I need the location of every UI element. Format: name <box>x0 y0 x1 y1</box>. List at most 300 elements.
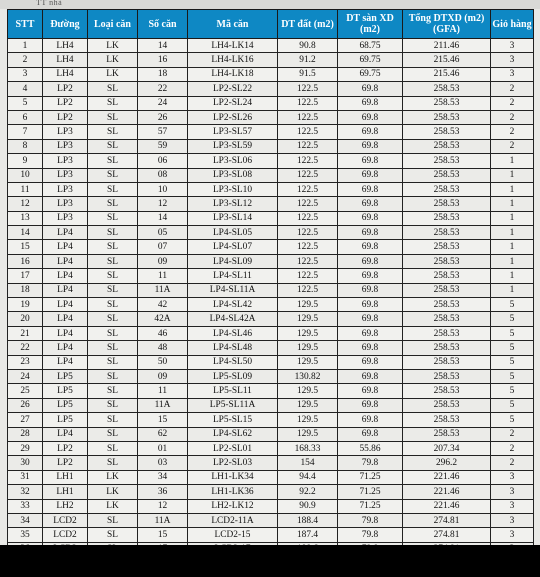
cell-duong: LP4 <box>43 254 88 268</box>
cell-so-can: 10 <box>138 182 188 196</box>
cell-gio-hang: 1 <box>491 168 534 182</box>
table-row <box>8 211 534 225</box>
cell-stt: 26 <box>8 398 43 412</box>
cell-ma-can: LP3-SL59 <box>188 139 278 153</box>
cell-gio-hang: 5 <box>491 384 534 398</box>
cell-so-can: 14 <box>138 39 188 53</box>
cell-gio-hang: 1 <box>491 211 534 225</box>
cell-dt-san-xd: 69.8 <box>338 369 403 383</box>
cell-dt-dat: 122.5 <box>278 125 338 139</box>
cell-loai-can: SL <box>88 312 138 326</box>
cell-tong-dtxd: 258.53 <box>403 341 491 355</box>
cell-ma-can: LP3-SL06 <box>188 154 278 168</box>
cell-stt: 18 <box>8 283 43 297</box>
header-so-can: Số căn <box>138 10 188 39</box>
cell-so-can: 34 <box>138 470 188 484</box>
cell-dt-dat: 129.5 <box>278 398 338 412</box>
cell-dt-dat: 129.5 <box>278 326 338 340</box>
cell-loai-can: SL <box>88 211 138 225</box>
cell-dt-san-xd: 68.75 <box>338 39 403 53</box>
cell-gio-hang: 3 <box>491 53 534 67</box>
table-row <box>8 154 534 168</box>
table-row <box>8 485 534 499</box>
cell-duong: LP4 <box>43 283 88 297</box>
cell-duong: LP4 <box>43 312 88 326</box>
cell-so-can: 06 <box>138 154 188 168</box>
cell-dt-san-xd: 71.25 <box>338 499 403 513</box>
cell-duong: LP4 <box>43 226 88 240</box>
cell-gio-hang: 2 <box>491 456 534 470</box>
cell-duong: LP2 <box>43 96 88 110</box>
cell-ma-can: LP5-SL11A <box>188 398 278 412</box>
cell-dt-dat: 91.5 <box>278 67 338 81</box>
cell-duong: LP2 <box>43 441 88 455</box>
cell-dt-san-xd: 69.8 <box>338 168 403 182</box>
cell-dt-dat: 122.5 <box>278 139 338 153</box>
table-row <box>8 96 534 110</box>
cell-dt-san-xd: 69.8 <box>338 254 403 268</box>
cell-tong-dtxd: 258.53 <box>403 326 491 340</box>
cell-dt-san-xd: 69.8 <box>338 326 403 340</box>
table-row <box>8 283 534 297</box>
cell-dt-dat: 129.5 <box>278 413 338 427</box>
top-strip <box>0 0 540 9</box>
table-row <box>8 168 534 182</box>
cell-dt-dat: 90.9 <box>278 499 338 513</box>
cell-stt: 9 <box>8 154 43 168</box>
cell-dt-dat: 188.4 <box>278 513 338 527</box>
cell-so-can: 24 <box>138 96 188 110</box>
cell-dt-san-xd: 79.8 <box>338 528 403 542</box>
cell-tong-dtxd: 274.81 <box>403 528 491 542</box>
table-row <box>8 499 534 513</box>
cell-so-can: 12 <box>138 499 188 513</box>
cell-so-can: 18 <box>138 67 188 81</box>
cell-gio-hang: 1 <box>491 269 534 283</box>
cell-gio-hang: 5 <box>491 369 534 383</box>
cell-gio-hang: 5 <box>491 355 534 369</box>
cell-stt: 35 <box>8 528 43 542</box>
cell-so-can: 09 <box>138 254 188 268</box>
cell-gio-hang: 3 <box>491 67 534 81</box>
cell-ma-can: LCD2-15 <box>188 528 278 542</box>
cell-ma-can: LP4-SL11 <box>188 269 278 283</box>
cell-ma-can: LH1-LK34 <box>188 470 278 484</box>
header-stt: STT <box>8 10 43 39</box>
cell-tong-dtxd: 258.53 <box>403 298 491 312</box>
cell-so-can: 42 <box>138 298 188 312</box>
table-row <box>8 441 534 455</box>
cell-stt: 23 <box>8 355 43 369</box>
cell-tong-dtxd: 258.53 <box>403 254 491 268</box>
cell-tong-dtxd: 258.53 <box>403 96 491 110</box>
cell-dt-san-xd: 55.86 <box>338 441 403 455</box>
cell-stt: 14 <box>8 226 43 240</box>
cell-tong-dtxd: 258.53 <box>403 384 491 398</box>
cell-dt-dat: 129.5 <box>278 312 338 326</box>
cell-stt: 10 <box>8 168 43 182</box>
cell-so-can: 11A <box>138 283 188 297</box>
cell-gio-hang: 5 <box>491 398 534 412</box>
cell-dt-dat: 129.5 <box>278 355 338 369</box>
cell-tong-dtxd: 258.53 <box>403 211 491 225</box>
cell-ma-can: LP5-SL11 <box>188 384 278 398</box>
cell-duong: LP4 <box>43 269 88 283</box>
cell-loai-can: LK <box>88 485 138 499</box>
cell-duong: LH2 <box>43 499 88 513</box>
cell-loai-can: LK <box>88 499 138 513</box>
cell-duong: LP4 <box>43 341 88 355</box>
cell-stt: 8 <box>8 139 43 153</box>
table-row <box>8 398 534 412</box>
cell-ma-can: LP3-SL10 <box>188 182 278 196</box>
cell-ma-can: LP4-SL42 <box>188 298 278 312</box>
cell-ma-can: LH4-LK16 <box>188 53 278 67</box>
table-row <box>8 182 534 196</box>
cell-loai-can: SL <box>88 398 138 412</box>
cell-loai-can: SL <box>88 456 138 470</box>
cell-ma-can: LP5-SL15 <box>188 413 278 427</box>
cell-so-can: 62 <box>138 427 188 441</box>
cell-so-can: 07 <box>138 240 188 254</box>
cell-loai-can: SL <box>88 413 138 427</box>
cell-dt-san-xd: 71.25 <box>338 485 403 499</box>
header-row <box>8 10 534 39</box>
table-row <box>8 254 534 268</box>
cell-gio-hang: 1 <box>491 240 534 254</box>
cell-loai-can: SL <box>88 197 138 211</box>
cell-loai-can: SL <box>88 369 138 383</box>
cell-dt-san-xd: 69.8 <box>338 125 403 139</box>
cell-duong: LH4 <box>43 67 88 81</box>
cell-loai-can: SL <box>88 427 138 441</box>
cell-dt-san-xd: 69.8 <box>338 82 403 96</box>
cell-duong: LP5 <box>43 413 88 427</box>
cell-gio-hang: 3 <box>491 39 534 53</box>
cell-ma-can: LP4-SL09 <box>188 254 278 268</box>
cell-ma-can: LCD2-11A <box>188 513 278 527</box>
cell-duong: LP3 <box>43 182 88 196</box>
table-row <box>8 197 534 211</box>
table-body <box>8 39 534 557</box>
cell-duong: LP5 <box>43 369 88 383</box>
cell-dt-san-xd: 79.8 <box>338 456 403 470</box>
cell-duong: LP2 <box>43 82 88 96</box>
cell-dt-san-xd: 69.8 <box>338 355 403 369</box>
cell-dt-san-xd: 69.75 <box>338 67 403 81</box>
cell-dt-dat: 92.2 <box>278 485 338 499</box>
cell-stt: 5 <box>8 96 43 110</box>
cell-tong-dtxd: 258.53 <box>403 182 491 196</box>
cell-dt-san-xd: 69.8 <box>338 240 403 254</box>
bottom-bar <box>0 545 540 577</box>
cell-dt-san-xd: 69.8 <box>338 226 403 240</box>
cell-so-can: 50 <box>138 355 188 369</box>
cell-loai-can: SL <box>88 283 138 297</box>
table-row <box>8 226 534 240</box>
cell-gio-hang: 2 <box>491 125 534 139</box>
cell-dt-san-xd: 69.8 <box>338 110 403 124</box>
cell-tong-dtxd: 258.53 <box>403 226 491 240</box>
cell-dt-dat: 90.8 <box>278 39 338 53</box>
cell-gio-hang: 1 <box>491 154 534 168</box>
cell-tong-dtxd: 211.46 <box>403 39 491 53</box>
cell-tong-dtxd: 215.46 <box>403 53 491 67</box>
cell-stt: 20 <box>8 312 43 326</box>
cell-gio-hang: 3 <box>491 528 534 542</box>
cell-ma-can: LP5-SL09 <box>188 369 278 383</box>
table-row <box>8 82 534 96</box>
cell-stt: 17 <box>8 269 43 283</box>
cell-dt-dat: 129.5 <box>278 384 338 398</box>
cell-tong-dtxd: 207.34 <box>403 441 491 455</box>
cell-dt-san-xd: 69.8 <box>338 182 403 196</box>
cell-tong-dtxd: 258.53 <box>403 355 491 369</box>
header-dt-san-xd: DT sàn XD (m2) <box>338 10 403 39</box>
cell-loai-can: SL <box>88 341 138 355</box>
cell-tong-dtxd: 258.53 <box>403 110 491 124</box>
cell-dt-san-xd: 69.8 <box>338 398 403 412</box>
cell-stt: 4 <box>8 82 43 96</box>
header-tong-dtxd: Tổng DTXD (m2) (GFA) <box>403 10 491 39</box>
cell-dt-dat: 129.5 <box>278 298 338 312</box>
cell-duong: LCD2 <box>43 513 88 527</box>
cell-loai-can: SL <box>88 110 138 124</box>
cell-tong-dtxd: 221.46 <box>403 470 491 484</box>
cell-dt-san-xd: 69.8 <box>338 269 403 283</box>
cell-ma-can: LH4-LK18 <box>188 67 278 81</box>
cell-ma-can: LP2-SL26 <box>188 110 278 124</box>
cell-stt: 15 <box>8 240 43 254</box>
cell-stt: 27 <box>8 413 43 427</box>
table-row <box>8 528 534 542</box>
cell-dt-san-xd: 69.8 <box>338 139 403 153</box>
cell-so-can: 01 <box>138 441 188 455</box>
cell-so-can: 36 <box>138 485 188 499</box>
cell-stt: 28 <box>8 427 43 441</box>
cell-gio-hang: 1 <box>491 254 534 268</box>
cell-ma-can: LP4-SL42A <box>188 312 278 326</box>
cell-ma-can: LP3-SL14 <box>188 211 278 225</box>
cell-dt-dat: 94.4 <box>278 470 338 484</box>
table-row <box>8 427 534 441</box>
cell-tong-dtxd: 258.53 <box>403 154 491 168</box>
cell-so-can: 05 <box>138 226 188 240</box>
cell-gio-hang: 1 <box>491 283 534 297</box>
cell-gio-hang: 1 <box>491 226 534 240</box>
cell-dt-dat: 129.5 <box>278 341 338 355</box>
cell-gio-hang: 2 <box>491 427 534 441</box>
cell-gio-hang: 2 <box>491 139 534 153</box>
cell-loai-can: SL <box>88 326 138 340</box>
units-table <box>7 9 534 557</box>
cell-stt: 12 <box>8 197 43 211</box>
cell-tong-dtxd: 221.46 <box>403 485 491 499</box>
cell-ma-can: LP2-SL03 <box>188 456 278 470</box>
cell-stt: 2 <box>8 53 43 67</box>
cell-ma-can: LP3-SL12 <box>188 197 278 211</box>
cell-so-can: 15 <box>138 413 188 427</box>
cell-stt: 32 <box>8 485 43 499</box>
cell-loai-can: SL <box>88 226 138 240</box>
cell-stt: 21 <box>8 326 43 340</box>
cell-duong: LCD2 <box>43 528 88 542</box>
cell-dt-san-xd: 69.8 <box>338 283 403 297</box>
cell-loai-can: SL <box>88 528 138 542</box>
cell-dt-dat: 122.5 <box>278 168 338 182</box>
cell-dt-dat: 154 <box>278 456 338 470</box>
cell-ma-can: LP4-SL05 <box>188 226 278 240</box>
cell-so-can: 59 <box>138 139 188 153</box>
cell-gio-hang: 3 <box>491 470 534 484</box>
cell-dt-dat: 187.4 <box>278 528 338 542</box>
cell-tong-dtxd: 258.53 <box>403 427 491 441</box>
cell-gio-hang: 1 <box>491 182 534 196</box>
cell-stt: 1 <box>8 39 43 53</box>
cell-tong-dtxd: 258.53 <box>403 413 491 427</box>
header-ma-can: Mã căn <box>188 10 278 39</box>
table-row <box>8 456 534 470</box>
cell-duong: LP3 <box>43 125 88 139</box>
top-text: TT nhà <box>36 0 63 7</box>
cell-so-can: 11 <box>138 269 188 283</box>
cell-duong: LP4 <box>43 355 88 369</box>
cell-stt: 30 <box>8 456 43 470</box>
cell-stt: 16 <box>8 254 43 268</box>
cell-loai-can: SL <box>88 441 138 455</box>
table-row <box>8 110 534 124</box>
cell-loai-can: LK <box>88 53 138 67</box>
cell-so-can: 15 <box>138 528 188 542</box>
cell-ma-can: LH2-LK12 <box>188 499 278 513</box>
cell-dt-dat: 130.82 <box>278 369 338 383</box>
cell-duong: LH4 <box>43 39 88 53</box>
cell-duong: LP4 <box>43 326 88 340</box>
cell-gio-hang: 5 <box>491 413 534 427</box>
cell-gio-hang: 3 <box>491 485 534 499</box>
cell-gio-hang: 2 <box>491 110 534 124</box>
cell-tong-dtxd: 258.53 <box>403 240 491 254</box>
cell-dt-dat: 122.5 <box>278 269 338 283</box>
cell-loai-can: SL <box>88 355 138 369</box>
header-dt-dat: DT đất (m2) <box>278 10 338 39</box>
cell-dt-san-xd: 69.8 <box>338 341 403 355</box>
cell-stt: 29 <box>8 441 43 455</box>
table-row <box>8 39 534 53</box>
cell-duong: LP3 <box>43 197 88 211</box>
cell-so-can: 57 <box>138 125 188 139</box>
cell-tong-dtxd: 258.53 <box>403 369 491 383</box>
cell-ma-can: LP2-SL24 <box>188 96 278 110</box>
cell-so-can: 22 <box>138 82 188 96</box>
table-row <box>8 67 534 81</box>
table-row <box>8 240 534 254</box>
cell-tong-dtxd: 258.53 <box>403 269 491 283</box>
cell-gio-hang: 5 <box>491 341 534 355</box>
cell-tong-dtxd: 258.53 <box>403 197 491 211</box>
cell-so-can: 42A <box>138 312 188 326</box>
cell-dt-dat: 122.5 <box>278 240 338 254</box>
cell-loai-can: LK <box>88 39 138 53</box>
cell-so-can: 26 <box>138 110 188 124</box>
cell-dt-san-xd: 69.8 <box>338 384 403 398</box>
cell-stt: 13 <box>8 211 43 225</box>
cell-gio-hang: 5 <box>491 326 534 340</box>
cell-loai-can: SL <box>88 298 138 312</box>
cell-stt: 22 <box>8 341 43 355</box>
cell-dt-san-xd: 69.8 <box>338 96 403 110</box>
cell-dt-dat: 122.5 <box>278 182 338 196</box>
cell-dt-dat: 122.5 <box>278 283 338 297</box>
cell-ma-can: LP2-SL22 <box>188 82 278 96</box>
cell-loai-can: SL <box>88 240 138 254</box>
cell-gio-hang: 3 <box>491 499 534 513</box>
cell-loai-can: LK <box>88 67 138 81</box>
cell-dt-dat: 122.5 <box>278 197 338 211</box>
cell-tong-dtxd: 258.53 <box>403 312 491 326</box>
table-row <box>8 125 534 139</box>
cell-ma-can: LP2-SL01 <box>188 441 278 455</box>
cell-so-can: 46 <box>138 326 188 340</box>
cell-dt-dat: 122.5 <box>278 211 338 225</box>
cell-stt: 33 <box>8 499 43 513</box>
table-row <box>8 384 534 398</box>
cell-so-can: 08 <box>138 168 188 182</box>
cell-dt-san-xd: 69.8 <box>338 154 403 168</box>
cell-duong: LP4 <box>43 427 88 441</box>
cell-dt-dat: 129.5 <box>278 427 338 441</box>
cell-loai-can: SL <box>88 182 138 196</box>
cell-duong: LP5 <box>43 398 88 412</box>
cell-ma-can: LP3-SL57 <box>188 125 278 139</box>
table-row <box>8 513 534 527</box>
table-row <box>8 298 534 312</box>
cell-ma-can: LP4-SL46 <box>188 326 278 340</box>
cell-tong-dtxd: 221.46 <box>403 499 491 513</box>
cell-stt: 31 <box>8 470 43 484</box>
cell-tong-dtxd: 258.53 <box>403 283 491 297</box>
cell-dt-san-xd: 79.8 <box>338 513 403 527</box>
cell-so-can: 12 <box>138 197 188 211</box>
cell-dt-san-xd: 69.75 <box>338 53 403 67</box>
cell-gio-hang: 2 <box>491 96 534 110</box>
cell-duong: LP5 <box>43 384 88 398</box>
cell-tong-dtxd: 296.2 <box>403 456 491 470</box>
cell-ma-can: LP4-SL50 <box>188 355 278 369</box>
cell-duong: LP3 <box>43 139 88 153</box>
cell-loai-can: SL <box>88 154 138 168</box>
cell-so-can: 11A <box>138 398 188 412</box>
cell-dt-san-xd: 69.8 <box>338 298 403 312</box>
table-row <box>8 341 534 355</box>
table-row <box>8 470 534 484</box>
cell-tong-dtxd: 274.81 <box>403 513 491 527</box>
cell-duong: LP4 <box>43 240 88 254</box>
cell-duong: LH1 <box>43 485 88 499</box>
cell-dt-san-xd: 69.8 <box>338 197 403 211</box>
cell-loai-can: SL <box>88 125 138 139</box>
cell-so-can: 14 <box>138 211 188 225</box>
cell-dt-dat: 91.2 <box>278 53 338 67</box>
cell-ma-can: LP4-SL11A <box>188 283 278 297</box>
cell-loai-can: SL <box>88 82 138 96</box>
cell-so-can: 16 <box>138 53 188 67</box>
cell-ma-can: LP4-SL48 <box>188 341 278 355</box>
cell-stt: 25 <box>8 384 43 398</box>
cell-tong-dtxd: 258.53 <box>403 168 491 182</box>
cell-duong: LP3 <box>43 168 88 182</box>
header-duong: Đường <box>43 10 88 39</box>
